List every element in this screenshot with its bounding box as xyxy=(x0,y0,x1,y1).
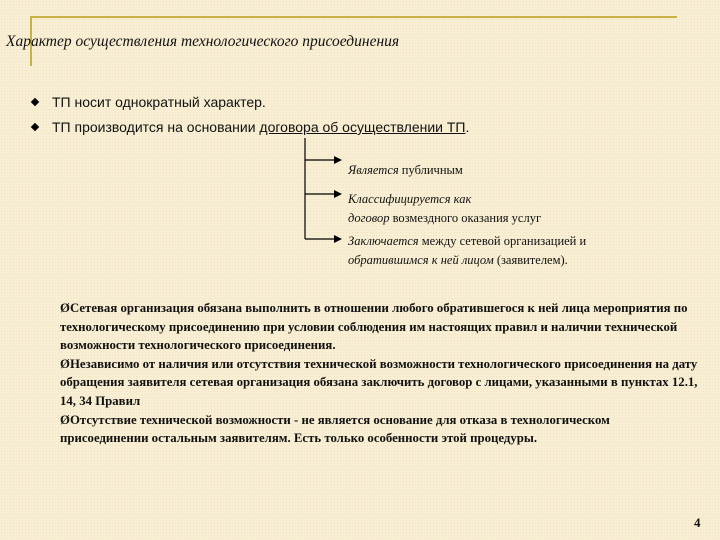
branch-italic: договор xyxy=(348,211,390,225)
branch-italic: обратившимся к ней лицом xyxy=(348,253,494,267)
page-number: 4 xyxy=(694,515,701,530)
branch-text: публичным xyxy=(398,163,463,177)
paragraph xyxy=(60,355,700,411)
paragraph-text: Сетевая организация обязана выполнить в отношении любого обратившегося к ней лица мероприятия по технологическому присоединению при условии соблюдения им настоящих правил и наличии технической возможности технологического присоединения. xyxy=(60,301,688,353)
check-arrow-icon: Ø xyxy=(60,412,70,427)
branch-public xyxy=(348,161,463,180)
branch-text: (заявителем). xyxy=(493,253,568,267)
bullet-text-after: . xyxy=(465,119,470,135)
paragraph xyxy=(60,411,700,448)
branch-classified xyxy=(348,190,541,228)
branch-italic: Классифицируется как xyxy=(348,192,472,206)
branch-line xyxy=(348,209,541,228)
paragraph xyxy=(60,299,700,355)
bullet-text: ТП носит однократный характер. xyxy=(52,94,266,110)
bullet-text-before: ТП производится на основании xyxy=(52,119,260,135)
branch-text: возмездного оказания услуг xyxy=(389,211,542,225)
paragraph-text: Независимо от наличия или отсутствия технической возможности технологического присоединения на дату обращения заявителя сетевая организация обязана заключить договор с лицами, указанными в пунктах 12.1, 14, 34 Правил xyxy=(60,356,698,408)
obligations-text xyxy=(60,299,700,448)
slide-title: Характер осуществления технологического присоединения xyxy=(6,33,400,50)
branch-concluded xyxy=(348,232,586,270)
arrow-head-icon xyxy=(334,190,342,198)
branch-text: между сетевой организацией и xyxy=(418,234,587,248)
arrow-head-icon xyxy=(334,156,342,164)
branch-line xyxy=(348,190,541,209)
branch-line xyxy=(348,232,586,251)
paragraph-text: Отсутствие технической возможности - не является основание для отказа в технологическом присоединении остальным заявителям. Есть только особенности этой процедуры. xyxy=(60,412,610,446)
branch-italic: Является xyxy=(348,163,399,177)
check-arrow-icon: Ø xyxy=(60,301,70,315)
branch-line xyxy=(348,251,586,270)
branch-italic: Заключается xyxy=(348,234,419,248)
contract-underlined-text: договора об осуществлении ТП xyxy=(259,119,466,135)
arrow-head-icon xyxy=(334,235,342,243)
check-arrow-icon: Ø xyxy=(60,356,70,371)
